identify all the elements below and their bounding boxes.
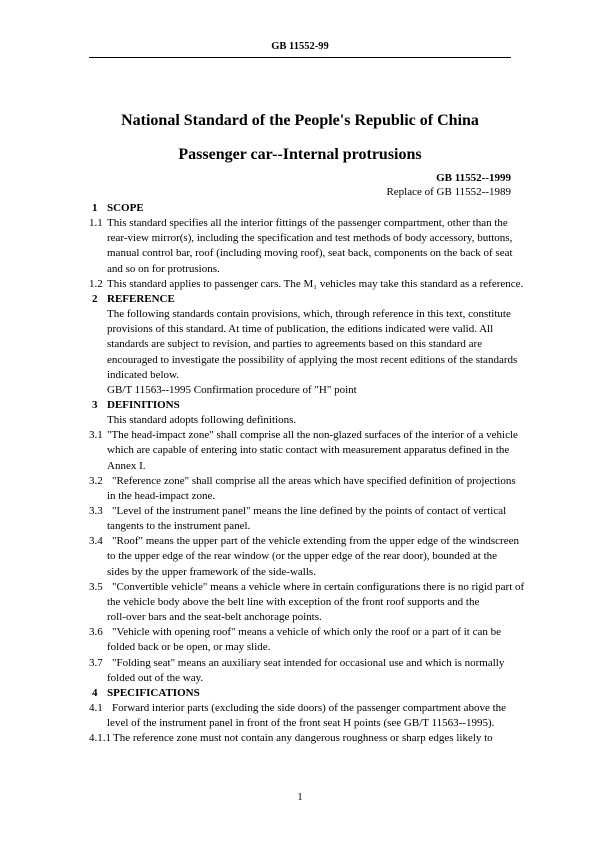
body-text-line: sides by the upper framework of the side-walls. [107, 566, 316, 578]
body-text-line: Forward interior parts (excluding the side doors) of the passenger compartment above the [112, 702, 507, 714]
body-text-line: This standard applies to passenger cars. The M₁ vehicles may take this standard as a reference. [107, 278, 524, 290]
body-text-line: This standard adopts following definitions. [107, 414, 297, 426]
body-text-line: "The head-impact zone" shall comprise all the non-glazed surfaces of the interior of a vehicle [107, 429, 518, 441]
document-subtitle: Passenger car--Internal protrusions [178, 146, 422, 163]
document-title: National Standard of the People's Republic of China [121, 112, 479, 129]
body-text-line: "Roof" means the upper part of the vehicle extending from the upper edge of the windscreen [112, 535, 519, 547]
clause-number: 3.1 [89, 429, 103, 441]
body-text-line: to the upper edge of the rear window (or the upper edge of the rear door), bounded at the [107, 550, 498, 562]
body-text-line: "Level of the instrument panel" means the line defined by the points of contact of vertical [112, 505, 507, 517]
page-number: 1 [297, 792, 303, 803]
body-text-line: the vehicle body above the belt line with exception of the front roof supports and the [107, 596, 480, 608]
body-text-line: manual control bar, roof (including moving roof), seat back, components on the back of seat [107, 247, 513, 259]
clause-number: 3 [92, 399, 98, 411]
body-text-line: tangents to the instrument panel. [107, 520, 251, 532]
clause-number: 3.4 [89, 535, 103, 547]
body-text-line: "Folding seat" means an auxiliary seat intended for occasional use and which is normally [112, 657, 505, 669]
body-text-line: which are capable of entering into static contact with measurement apparatus defined in the [107, 444, 510, 456]
clause-number: 3.5 [89, 581, 103, 593]
clause-number: 3.7 [89, 657, 103, 669]
section-heading: REFERENCE [107, 293, 175, 305]
body-text-line: folded back or be open, or may slide. [107, 641, 271, 653]
body-text-line: roll-over bars and the seat-belt anchorage points. [107, 611, 322, 623]
clause-number: 1.1 [89, 217, 103, 229]
body-text-line: This standard specifies all the interior fittings of the passenger compartment, other than the [107, 217, 508, 229]
body-text-line: indicated below. [107, 369, 179, 381]
header-rule [89, 57, 511, 58]
body-text-line: in the head-impact zone. [107, 490, 216, 502]
body-text-line: GB/T 11563--1995 Confirmation procedure of "H" point [107, 384, 357, 396]
clause-number: 4.1.1 [89, 732, 111, 744]
body-text-line: encouraged to investigate the possibility of applying the most recent editions of the standards [107, 354, 518, 366]
section-heading: DEFINITIONS [107, 399, 180, 411]
clause-number: 1 [92, 202, 98, 214]
body-text-line: level of the instrument panel in front of the front seat H points (see GB/T 11563--1995). [107, 717, 495, 729]
clause-number: 3.2 [89, 475, 103, 487]
clause-number: 2 [92, 293, 98, 305]
body-text-line: standards are subject to revision, and parties to agreements based on this standard are [107, 338, 483, 350]
section-heading: SCOPE [107, 202, 144, 214]
clause-number: 3.3 [89, 505, 103, 517]
clause-number: 1.2 [89, 278, 103, 290]
section-heading: SPECIFICATIONS [107, 687, 200, 699]
replaces-note: Replace of GB 11552--1989 [386, 186, 511, 198]
body-text-line: The reference zone must not contain any dangerous roughness or sharp edges likely to [113, 732, 493, 744]
clause-number: 4.1 [89, 702, 103, 714]
clause-number: 3.6 [89, 626, 103, 638]
body-text-line: Annex I. [107, 460, 146, 472]
body-text-line: folded out of the way. [107, 672, 204, 684]
clause-number: 4 [92, 687, 98, 699]
standard-number: GB 11552--1999 [436, 172, 511, 184]
body-text-line: "Vehicle with opening roof" means a vehicle of which only the roof or a part of it can be [112, 626, 501, 638]
body-text-line: rear-view mirror(s), including the specification and test methods of body accessory, buttons, [107, 232, 513, 244]
running-header: GB 11552-99 [271, 41, 329, 52]
body-text-line: "Reference zone" shall comprise all the areas which have specified definition of projections [112, 475, 516, 487]
body-text-line: and so on for protrusions. [107, 263, 220, 275]
body-text-line: provisions of this standard. At time of publication, the editions indicated were valid. All [107, 323, 494, 335]
body-text-line: "Convertible vehicle" means a vehicle where in certain configurations there is no rigid part of [112, 581, 525, 593]
body-text-line: The following standards contain provisions, which, through reference in this text, constitute [107, 308, 511, 320]
